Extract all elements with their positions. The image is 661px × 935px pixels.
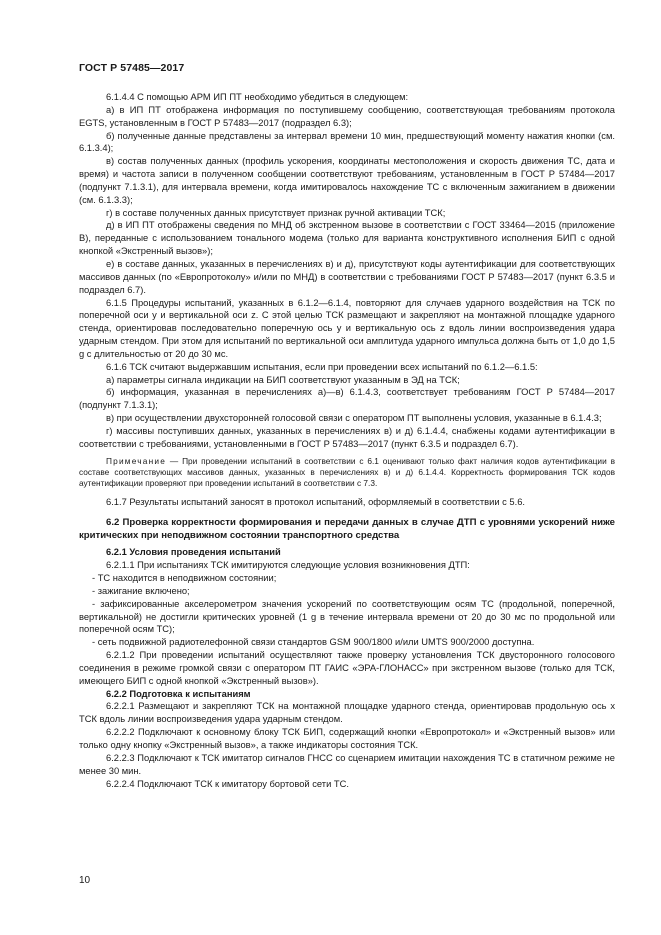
clause-6-2-1-2: 6.2.1.2 При проведении испытаний осуществляют также проверку установления ТСК двусторонного голосового соединения в режиме громкой связи с оператором ПТ ГАИС «ЭРА-ГЛОНАСС» при экстренном вызове (только для ТСК, имеющего БИП с одной кнопкой «Экстренный вызов»).: [79, 650, 615, 686]
clause-6-1-5: 6.1.5 Процедуры испытаний, указанных в 6.1.2—6.1.4, повторяют для случаев ударного воздействия на ТСК по поперечной оси y и вертикальной оси z. С этой целью ТСК размещают и закрепляют на монтажной площадке ударного стенда, ориентировав последовательно поперечную ось y и вертикальную ось z вдоль линии воспроизведения удара ударным стендом. При этом для испытаний по вертикальной оси амплитуда ударного импульса должна быть от 1,0 до 1,5 g с длительностью от 20 до 30 мс.: [79, 297, 615, 359]
clause-6-2-2-2: 6.2.2.2 Подключают к основному блоку ТСК БИП, содержащий кнопки «Европротокол» и «Экстренный вызов» или только одну кнопку «Экстренный вызов», а также индикаторы состояния ТСК.: [79, 727, 615, 751]
page-number: 10: [79, 875, 91, 886]
list-item-a: а) в ИП ПТ отображена информация по поступившему сообщению, соответствующая требованиям протокола EGTS, установленным в ГОСТ Р 57483—2017 (подраздел 6.3);: [79, 104, 615, 128]
list-item-b: б) информация, указанная в перечислениях а)—в) 6.1.4.3, соответствует требованиям ГОСТ Р 57484—2017 (подпункт 7.1.3.1);: [79, 387, 615, 411]
dash-item: - ТС находится в неподвижном состоянии;: [92, 573, 277, 584]
clause-6-2-1-1: 6.2.1.1 При испытаниях ТСК имитируются следующие условия возникновения ДТП:: [106, 560, 470, 571]
list-item-g: г) массивы поступивших данных, указанных в перечислениях в) и д) 6.1.4.4, снабжены кодами аутентификации в соответствии с требованиями, установленными в ГОСТ Р 57483—2017 (пункт 6.3.5 и подраздел 6.7).: [79, 425, 615, 449]
list-item-b: б) полученные данные представлены за интервал времени 10 мин, предшествующий моменту нажатия кнопки (см. 6.1.3.4);: [79, 130, 615, 154]
clause-6-1-4-4: 6.1.4.4 С помощью АРМ ИП ПТ необходимо убедиться в следующем:: [106, 92, 409, 102]
dash-item: - зажигание включено;: [92, 585, 190, 596]
list-item-e: е) в составе данных, указанных в перечислениях в) и д), присутствуют коды аутентификации для соответствующих массивов данных (по «Европротоколу» и/или по МНД) в соответствии с требованиями ГОСТ Р 57483—2017 (пункт 6.3.5 и подраздел 6.7).: [79, 258, 615, 295]
note-label: Примечание: [106, 455, 167, 466]
list-item-g: г) в составе полученных данных присутствует признак ручной активации ТСК;: [106, 207, 446, 218]
note-text: — При проведении испытаний в соответствии с 6.1 оценивают только факт наличия кодов аутентификации в составе соответствующих массивов данных, указанных в перечислениях в) и д) 6.1.4.4. Корректность формирования ТСК кодов аутентификации проверяют при проведении испытаний в соответствии с 7.3.: [79, 455, 615, 489]
subsection-6-2-1-heading: 6.2.1 Условия проведения испытаний: [106, 547, 281, 558]
subsection-6-2-2-heading: 6.2.2 Подготовка к испытаниям: [106, 688, 251, 699]
dash-item: - сеть подвижной радиотелефонной связи стандартов GSM 900/1800 и/или UMTS 900/2000 доступна.: [92, 637, 535, 648]
list-item-v: в) состав полученных данных (профиль ускорения, координаты местоположения и скорость движения ТС, дата и время) и частота записи в полученном сообщении соответствуют требованиям, установленным в ГОСТ Р 57484—2017 (подпункт 7.1.3.1), для интервала времени, когда имитировалось нахождение ТС с включенным зажиганием в движении (см. 6.1.3.3);: [79, 156, 615, 205]
note: [79, 456, 615, 490]
standard-header: ГОСТ Р 57485—2017: [79, 62, 185, 74]
clause-6-2-2-3: 6.2.2.3 Подключают к ТСК имитатор сигналов ГНСС со сценарием имитации нахождения ТС в статичном режиме не менее 30 мин.: [79, 752, 615, 776]
list-item-v: в) при осуществлении двухсторонней голосовой связи с оператором ПТ выполнены условия, указанные в 6.1.4.3;: [106, 413, 602, 424]
clause-6-1-7: 6.1.7 Результаты испытаний заносят в протокол испытаний, оформляемый в соответствии с 5.6.: [106, 496, 525, 507]
page-body: [79, 91, 615, 790]
clause-6-2-2-4: 6.2.2.4 Подключают ТСК к имитатору бортовой сети ТС.: [106, 778, 349, 789]
clause-6-2-2-1: 6.2.2.1 Размещают и закрепляют ТСК на монтажной площадке ударного стенда, ориентировав продольную ось x ТСК вдоль линии воспроизведения удара ударным стендом.: [79, 701, 615, 725]
clause-6-1-6: 6.1.6 ТСК считают выдержавшим испытания, если при проведении всех испытаний по 6.1.2—6.1.5:: [106, 361, 538, 372]
list-item-d: д) в ИП ПТ отображены сведения по МНД об экстренном вызове в соответствии с ГОСТ 33464—2015 (приложение В), переданные с использованием тонального модема (только для варианта конструктивного исполнения БИП с одной кнопкой «Экстренный вызов»);: [79, 220, 615, 257]
dash-item: - зафиксированные акселерометром значения ускорений по соответствующим осям ТС (продольной, поперечной, вертикальной) не достигли критических уровней (1 g в течение интервала времени от 20 до 30 мс по продольной или поперечной осям ТС);: [79, 598, 615, 635]
list-item-a: а) параметры сигнала индикации на БИП соответствуют указанным в ЭД на ТСК;: [106, 374, 460, 385]
section-6-2-heading: 6.2 Проверка корректности формирования и передачи данных в случае ДТП с уровнями ускорений ниже критических при неподвижном состоянии транспортного средства: [79, 517, 615, 542]
